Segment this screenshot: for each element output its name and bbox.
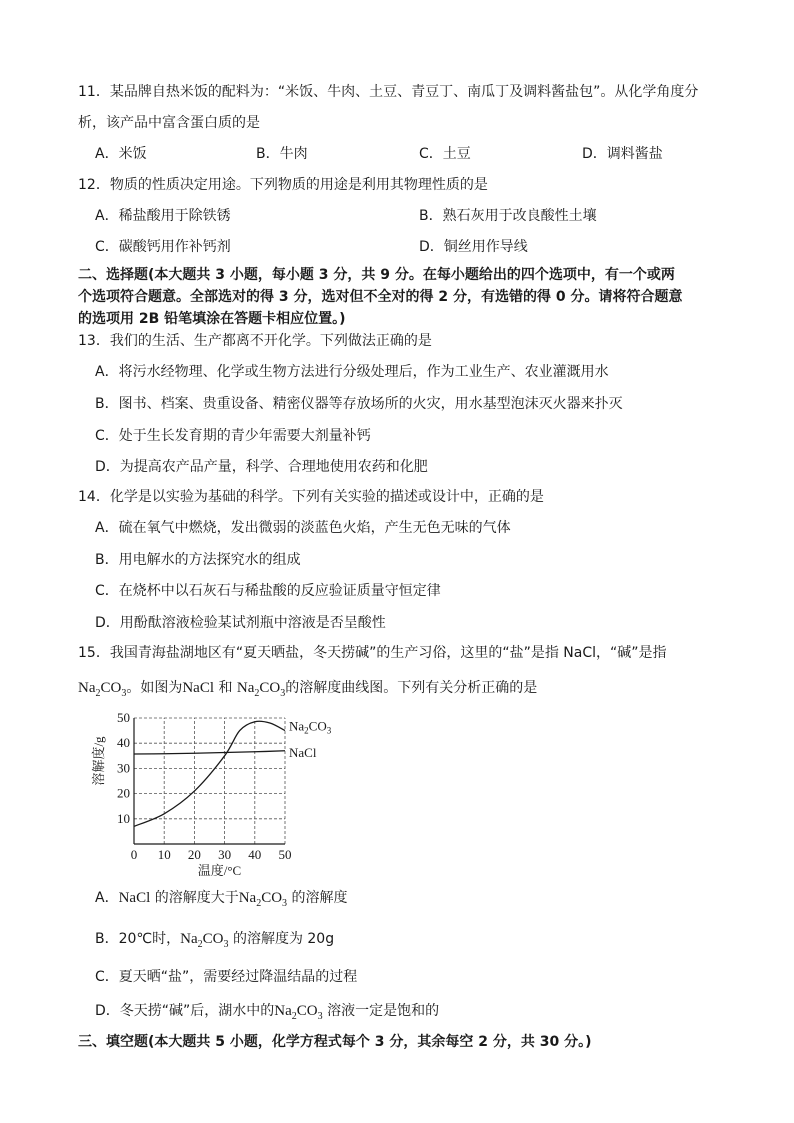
- formula-na2co3: $Na_2CO_3$: [238, 890, 288, 909]
- solubility-chart: [90, 708, 360, 876]
- x-tick-label: 40: [248, 847, 262, 862]
- formula-na2co3: $Na_2CO_3$: [274, 1003, 323, 1022]
- q13-option-a: A．将污水经物理、化学或生物方法进行分级处理后，作为工业生产、农业灌溉用水: [95, 364, 609, 380]
- y-tick-label: 30: [117, 760, 130, 776]
- q15-option-b: B．20℃时，$Na_2CO_3$ 的溶解度为 20g: [95, 931, 335, 950]
- chart-axes: [134, 718, 285, 844]
- section2-line3: 的选项用 2B 铅笔填涂在答题卡相应位置。): [78, 311, 346, 327]
- y-tick-label: 20: [117, 785, 130, 801]
- chart-grid: [134, 718, 285, 844]
- q13-option-b: B．图书、档案、贵重设备、精密仪器等存放场所的火灾，用水基型泡沫灭火器来扑灭: [95, 396, 623, 412]
- q14-option-d: D．用酚酞溶液检验某试剂瓶中溶液是否呈酸性: [95, 615, 386, 631]
- chart-labels: [91, 710, 332, 876]
- q11-option-b: B．牛肉: [256, 146, 308, 162]
- series-label-na2co3: $Na_2CO_3$: [289, 718, 332, 736]
- section3-heading: 三、填空题(本大题共 5 小题，化学方程式每个 3 分，其余每空 2 分，共 30 分。): [78, 1034, 592, 1050]
- y-axis-title: 溶解度/g: [91, 736, 106, 786]
- q14-option-a: A．硫在氧气中燃烧，发出微弱的淡蓝色火焰，产生无色无味的气体: [95, 520, 511, 536]
- q14-option-c: C．在烧杯中以石灰石与稀盐酸的反应验证质量守恒定律: [95, 583, 441, 599]
- q12-option-a: A．稀盐酸用于除铁锈: [95, 208, 231, 224]
- section2-line1: 二、选择题(本大题共 3 小题，每小题 3 分，共 9 分。在每小题给出的四个选项中，有一个或两: [78, 267, 675, 283]
- series-line-nacl: [134, 751, 285, 754]
- x-axis-title: 温度/°C: [197, 863, 242, 876]
- q11-stem-line1: 11．某品牌自热米饭的配料为：“米饭、牛肉、土豆、青豆丁、南瓜丁及调料酱盐包”。从化学角度分: [78, 84, 699, 100]
- section2-line2: 个选项符合题意。全部选对的得 3 分，选对但不全对的得 2 分，有选错的得 0 分。请将符合题意: [78, 289, 683, 305]
- q15-option-d: D．冬天捞“碱”后，湖水中的$Na_2CO_3$ 溶液一定是饱和的: [95, 1003, 440, 1022]
- formula-na2co3: $Na_2CO_3$: [78, 680, 127, 699]
- q11-option-d: D．调料酱盐: [582, 146, 663, 162]
- chart-series: [134, 721, 285, 826]
- y-tick-label: 50: [117, 710, 130, 725]
- q13-option-d: D．为提高农产品产量，科学、合理地使用农药和化肥: [95, 459, 428, 475]
- q11-option-c: C．土豆: [419, 146, 471, 162]
- q15-stem-line2: $Na_2CO_3$。如图为NaCl 和 $Na_2CO_3$的溶解度曲线图。下列有关分析正确的是: [78, 680, 538, 699]
- y-tick-label: 40: [117, 735, 130, 751]
- x-tick-label: 10: [157, 847, 171, 862]
- formula-na2co3: $Na_2CO_3$: [236, 680, 286, 699]
- formula-na2co3: $Na_2CO_3$: [180, 931, 229, 950]
- q12-option-b: B．熟石灰用于改良酸性土壤: [419, 208, 597, 224]
- section2-heading: [78, 264, 728, 330]
- q14-option-b: B．用电解水的方法探究水的组成: [95, 552, 301, 568]
- q13-option-c: C．处于生长发育期的青少年需要大剂量补钙: [95, 428, 371, 444]
- q14-stem: 14．化学是以实验为基础的科学。下列有关实验的描述或设计中，正确的是: [78, 489, 544, 505]
- x-tick-label: 0: [130, 847, 138, 862]
- q15-stem-line1: 15．我国青海盐湖地区有“夏天晒盐，冬天捞碱”的生产习俗，这里的“盐”是指 NaCl，“碱”是指: [78, 645, 667, 661]
- x-tick-label: 30: [218, 847, 232, 862]
- x-tick-label: 50: [278, 847, 292, 862]
- q12-option-d: D．铜丝用作导线: [419, 239, 528, 255]
- q12-option-c: C．碳酸钙用作补钙剂: [95, 239, 231, 255]
- q11-stem-line2: 析，该产品中富含蛋白质的是: [78, 115, 260, 131]
- series-label-nacl: NaCl: [289, 745, 317, 761]
- q13-stem: 13．我们的生活、生产都离不开化学。下列做法正确的是: [78, 333, 432, 349]
- q12-stem: 12．物质的性质决定用途。下列物质的用途是利用其物理性质的是: [78, 177, 488, 193]
- series-line-na2co3: [134, 721, 285, 826]
- q15-option-a: A．NaCl 的溶解度大于$Na_2CO_3$ 的溶解度: [95, 890, 348, 909]
- q15-option-c: C．夏天晒“盐”，需要经过降温结晶的过程: [95, 969, 358, 985]
- q11-option-a: A．米饭: [95, 146, 147, 162]
- x-tick-label: 20: [187, 847, 201, 862]
- y-tick-label: 10: [117, 810, 130, 826]
